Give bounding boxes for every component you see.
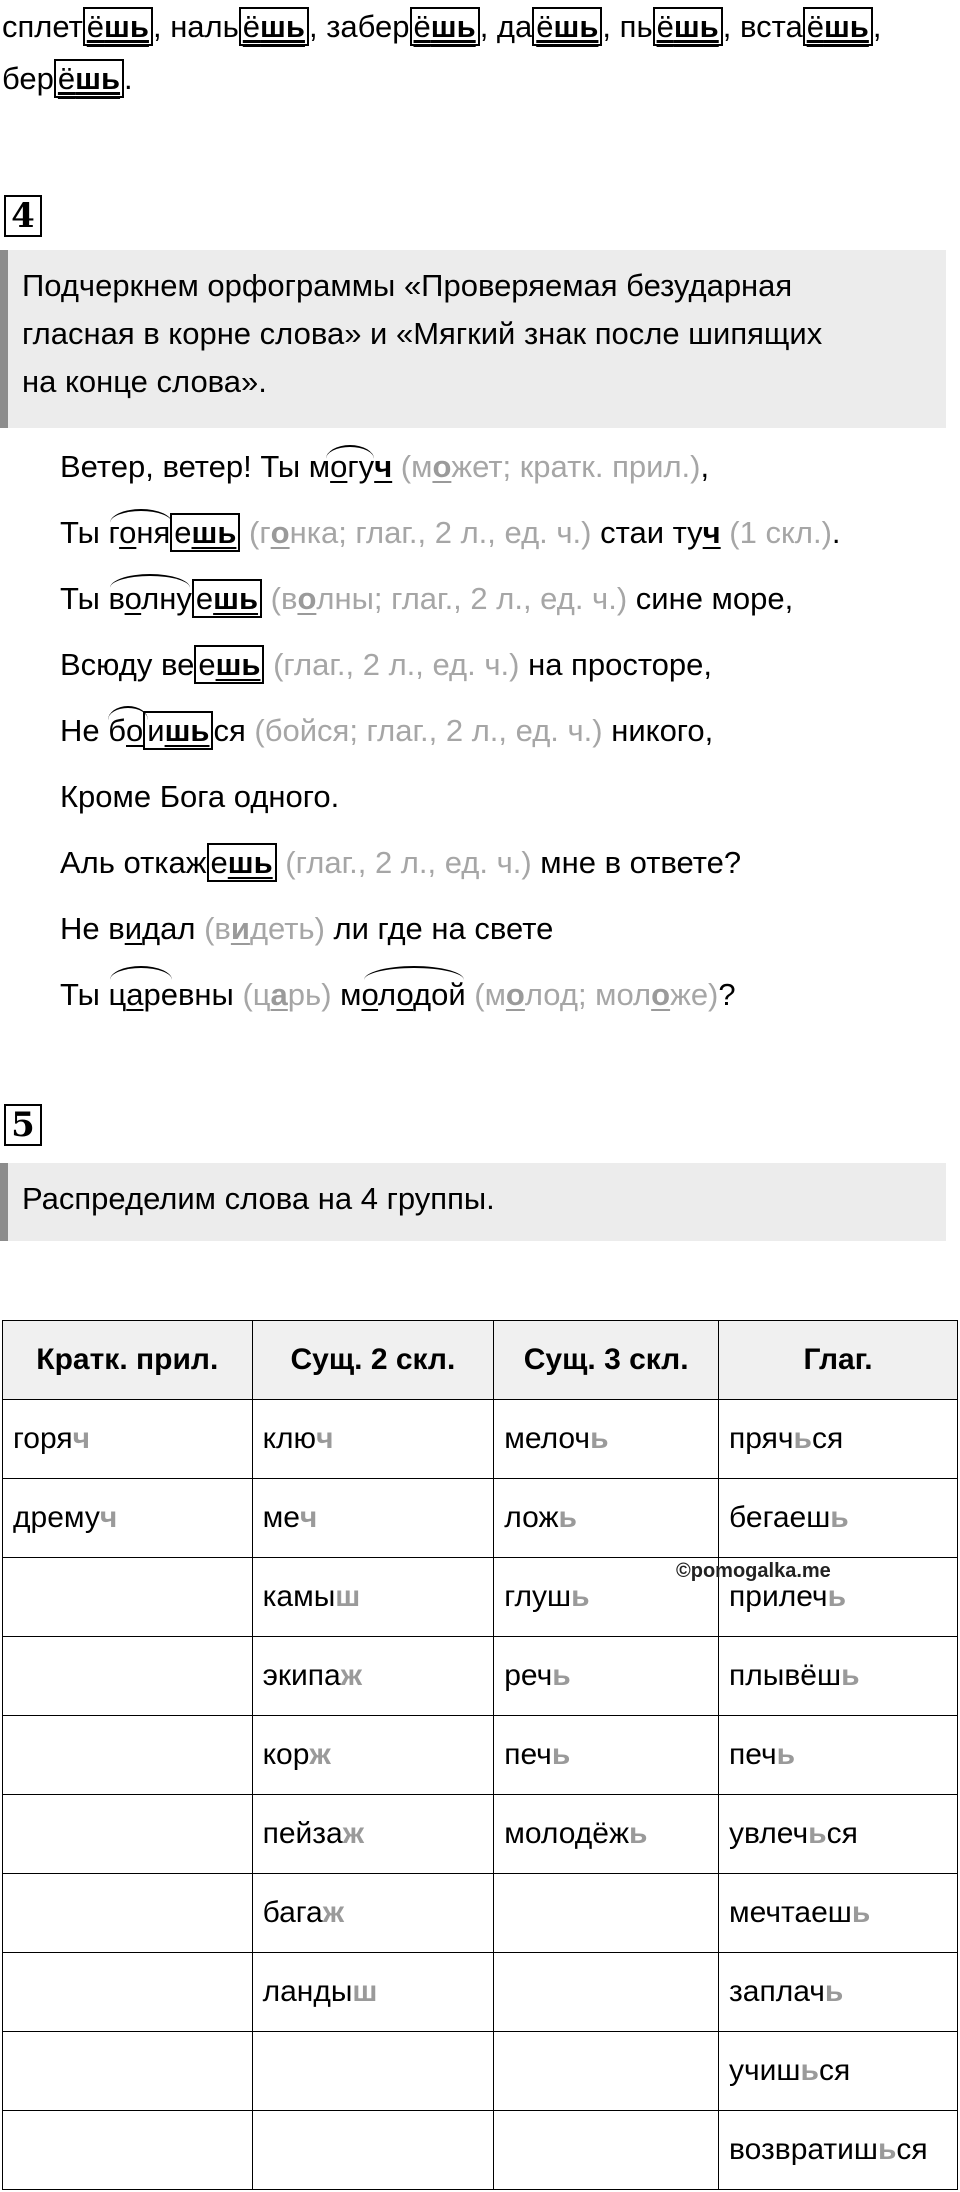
text: на просторе,	[519, 647, 713, 682]
hint: (глаг., 2 л., ед. ч.)	[276, 845, 532, 880]
word-part: ся	[818, 2054, 851, 2087]
hint: (ц	[233, 977, 271, 1012]
hint: о	[297, 581, 317, 616]
ending-box: ёшь	[410, 7, 480, 46]
separator: ,	[872, 9, 882, 44]
ending-box: ешь	[192, 579, 262, 618]
ending-box: ёшь	[83, 7, 153, 46]
table-cell	[494, 1479, 719, 1558]
text: гу	[347, 449, 375, 484]
word-part: заплач	[729, 1975, 825, 2008]
word-part: ме	[262, 1501, 300, 1534]
ending-box: ёшь	[239, 7, 309, 46]
watermark: ©pomogalka.me	[676, 1560, 831, 1582]
table-cell	[494, 2032, 719, 2111]
hint: о	[432, 449, 452, 484]
ending-box: ешь	[207, 843, 277, 882]
table-cell	[719, 1795, 958, 1874]
table-cell	[494, 1716, 719, 1795]
hint: (1 скл.)	[720, 515, 832, 550]
header-cell: Кратк. прил.	[3, 1321, 253, 1400]
poem	[60, 445, 841, 1039]
text: Кроме Бога одного.	[60, 779, 340, 814]
table-cell	[3, 2032, 253, 2111]
table-cell	[3, 1716, 253, 1795]
separator: ,	[722, 9, 740, 44]
word-part: дрему	[13, 1501, 100, 1534]
spelling-letter: ь	[590, 1422, 609, 1455]
word-part: горя	[13, 1422, 73, 1455]
text: Ты в	[60, 581, 125, 616]
table-cell	[719, 1874, 958, 1953]
callout-line: на конце слова».	[22, 364, 267, 399]
word-part: экипа	[262, 1659, 341, 1692]
hint: деть)	[249, 911, 325, 946]
text: ж	[185, 845, 207, 880]
table-cell	[3, 1874, 253, 1953]
spelling-letter: ь	[800, 2054, 819, 2087]
separator: ,	[152, 9, 171, 44]
text: ня	[136, 515, 171, 550]
task-number-4: 4	[4, 195, 42, 237]
spelling-letter: ж	[309, 1738, 331, 1771]
text: и	[124, 911, 143, 946]
spelling-letter: ь	[877, 2133, 897, 2166]
word-part: печ	[504, 1738, 552, 1771]
poem-line	[60, 775, 841, 841]
separator: .	[124, 61, 133, 96]
text: Всюду ве	[60, 647, 195, 682]
ending-box: ёшь	[803, 7, 873, 46]
poem-line	[60, 445, 841, 511]
hint: а	[270, 977, 288, 1012]
table-cell	[494, 1400, 719, 1479]
spelling-letter: ь	[841, 1659, 860, 1692]
text: о	[330, 449, 348, 484]
spelling-letter: ь	[558, 1501, 577, 1534]
spelling-letter: ч	[299, 1501, 318, 1534]
table-cell	[3, 1795, 253, 1874]
table-cell	[252, 2111, 494, 2190]
text: .	[831, 515, 841, 550]
word-part: ся	[896, 2133, 928, 2166]
task4-callout	[0, 250, 946, 428]
header-cell: Сущ. 3 скл.	[494, 1321, 719, 1400]
word-groups-table	[2, 1320, 958, 2190]
poem-line	[60, 511, 841, 577]
word-text: вста	[739, 9, 803, 44]
word-part: камы	[262, 1580, 336, 1613]
word-text: да	[496, 9, 533, 44]
spelling-letter: ь	[827, 1580, 847, 1613]
table-cell	[3, 2111, 253, 2190]
word-part: пряч	[729, 1422, 794, 1455]
poem-line	[60, 709, 841, 775]
hint: (глаг., 2 л., ед. ч.)	[264, 647, 520, 682]
spelling-letter: ь	[793, 1422, 812, 1455]
hint: о	[505, 977, 525, 1012]
word-part: плывёш	[729, 1659, 842, 1692]
table-row	[3, 2032, 958, 2111]
word-part: учиш	[729, 2054, 801, 2087]
word-part: бегаеш	[729, 1501, 831, 1534]
hint: (г	[240, 515, 271, 550]
text: никого,	[602, 713, 714, 748]
text: Не в	[60, 911, 125, 946]
table-row	[3, 1716, 958, 1795]
word-part: глуш	[504, 1580, 572, 1613]
table-row	[3, 1637, 958, 1716]
table-cell	[494, 1795, 719, 1874]
hint: о	[651, 977, 671, 1012]
table-row	[3, 1953, 958, 2032]
task-number-5: 5	[4, 1104, 42, 1146]
text: сине море,	[627, 581, 794, 616]
poem-line	[60, 973, 841, 1039]
text: о	[119, 515, 137, 550]
spelling-letter: ч	[72, 1422, 90, 1455]
separator: ,	[479, 9, 497, 44]
text: ,	[700, 449, 710, 484]
word-text: пь	[619, 9, 653, 44]
word-part: ланды	[262, 1975, 353, 2008]
word-text: сплет	[2, 9, 83, 44]
table-cell	[719, 1953, 958, 2032]
text: о	[124, 581, 142, 616]
text: ч	[702, 515, 721, 550]
ending-box: ишь	[143, 711, 213, 750]
spelling-letter: ь	[551, 1738, 571, 1771]
spelling-letter: ь	[851, 1896, 871, 1929]
word-part: увлеч	[729, 1817, 809, 1850]
spelling-letter: ж	[342, 1817, 365, 1850]
poem-line	[60, 841, 841, 907]
word-part: лож	[504, 1501, 559, 1534]
hint: лод; мол	[524, 977, 652, 1012]
word-part: пейза	[262, 1817, 343, 1850]
table-cell	[252, 1795, 494, 1874]
text: а	[126, 977, 144, 1012]
word-text: наль	[170, 9, 239, 44]
hint: (м	[465, 977, 506, 1012]
table-cell	[494, 1874, 719, 1953]
word-part: прилеч	[729, 1580, 828, 1613]
word-part: ся	[826, 1817, 858, 1850]
hint: и	[230, 911, 250, 946]
text: Ты ц	[60, 977, 127, 1012]
spelling-letter: ж	[340, 1659, 362, 1692]
table-cell	[3, 1400, 253, 1479]
header-cell: Глаг.	[719, 1321, 958, 1400]
separator: ,	[602, 9, 620, 44]
table-row	[3, 1479, 958, 1558]
table-cell	[252, 1558, 494, 1637]
spelling-letter: ч	[99, 1501, 118, 1534]
text: о	[396, 977, 414, 1012]
hint: лны; глаг., 2 л., ед. ч.)	[316, 581, 628, 616]
word-part: кор	[262, 1738, 310, 1771]
ending-box: ёшь	[54, 59, 124, 98]
table-cell	[719, 2111, 958, 2190]
word-part: печ	[729, 1738, 777, 1771]
text: Ветер, ветер! Ты м	[60, 449, 331, 484]
table-cell	[3, 1637, 253, 1716]
word-part: возвратиш	[729, 2133, 878, 2166]
poem-line	[60, 907, 841, 973]
word-part: мечтаеш	[729, 1896, 852, 1929]
table-cell	[252, 1400, 494, 1479]
table-cell	[719, 1637, 958, 1716]
hint: (м	[392, 449, 433, 484]
ending-box: ёшь	[653, 7, 723, 46]
text: ревны	[143, 977, 234, 1012]
hint: же)	[670, 977, 719, 1012]
table-cell	[719, 1716, 958, 1795]
callout-line: Подчеркнем орфограммы «Проверяемая безударная	[22, 268, 793, 303]
text: л	[378, 977, 397, 1012]
table-row	[3, 1874, 958, 1953]
table-cell	[252, 1479, 494, 1558]
ending-box: ешь	[194, 645, 264, 684]
text: ли где на свете	[324, 911, 554, 946]
word-part: бага	[262, 1896, 323, 1929]
word-part: ся	[811, 1422, 844, 1455]
table-row	[3, 1795, 958, 1874]
word-text: забер	[326, 9, 410, 44]
text: лну	[141, 581, 192, 616]
spelling-letter: ч	[316, 1422, 334, 1455]
table-cell	[719, 1479, 958, 1558]
text: Не б	[60, 713, 126, 748]
table-cell	[3, 1479, 253, 1558]
separator: ,	[308, 9, 327, 44]
table-cell	[252, 1637, 494, 1716]
table-cell	[252, 1953, 494, 2032]
hint: о	[270, 515, 290, 550]
spelling-letter: ш	[352, 1975, 378, 2008]
spelling-letter: ж	[322, 1896, 345, 1929]
word-part: реч	[504, 1659, 553, 1692]
callout-line: гласная в корне слова» и «Мягкий знак после шипящих	[22, 316, 823, 351]
spelling-letter: ь	[629, 1817, 648, 1850]
text: ?	[718, 977, 736, 1012]
table-cell	[252, 1716, 494, 1795]
header-cell: Сущ. 2 скл.	[252, 1321, 494, 1400]
table-cell	[494, 1953, 719, 2032]
spelling-letter: ш	[335, 1580, 361, 1613]
word-part: мелоч	[504, 1422, 591, 1455]
text: о	[361, 977, 379, 1012]
table-cell	[719, 2032, 958, 2111]
hint: (в	[195, 911, 231, 946]
text: мне в ответе?	[531, 845, 742, 880]
text: ся	[213, 713, 246, 748]
table-row	[3, 2111, 958, 2190]
poem-line	[60, 643, 841, 709]
table-cell	[252, 2032, 494, 2111]
ending-box: ешь	[170, 513, 240, 552]
spelling-letter: ь	[830, 1501, 849, 1534]
spelling-letter: ь	[552, 1659, 571, 1692]
text: ч	[374, 449, 393, 484]
spelling-letter: ь	[824, 1975, 844, 2008]
table-cell	[719, 1400, 958, 1479]
text: Ты г	[60, 515, 120, 550]
table-row	[3, 1400, 958, 1479]
word-part: молодёж	[504, 1817, 630, 1850]
top-words-line-1	[2, 5, 881, 49]
task5-callout	[0, 1163, 946, 1241]
hint: (бойся; глаг., 2 л., ед. ч.)	[245, 713, 603, 748]
table-cell	[494, 2111, 719, 2190]
table-cell	[252, 1874, 494, 1953]
text: м	[331, 977, 362, 1012]
top-words-line-2	[2, 57, 133, 101]
table-cell	[3, 1558, 253, 1637]
callout-line: Распределим слова на 4 группы.	[22, 1181, 495, 1216]
word-part: клю	[262, 1422, 317, 1455]
spelling-letter: ь	[776, 1738, 796, 1771]
table-header-row	[3, 1321, 958, 1400]
table-cell	[494, 1637, 719, 1716]
text: дой	[413, 977, 466, 1012]
word-text: бер	[2, 61, 54, 96]
text: стаи ту	[591, 515, 703, 550]
text: Аль отка	[60, 845, 186, 880]
text: о	[126, 713, 144, 748]
hint: нка; глаг., 2 л., ед. ч.)	[289, 515, 592, 550]
text: дал	[142, 911, 196, 946]
hint: жет; кратк. прил.)	[451, 449, 701, 484]
spelling-letter: ь	[571, 1580, 590, 1613]
table-cell	[3, 1953, 253, 2032]
ending-box: ёшь	[532, 7, 602, 46]
hint: (в	[262, 581, 298, 616]
hint: рь)	[287, 977, 332, 1012]
spelling-letter: ь	[808, 1817, 827, 1850]
